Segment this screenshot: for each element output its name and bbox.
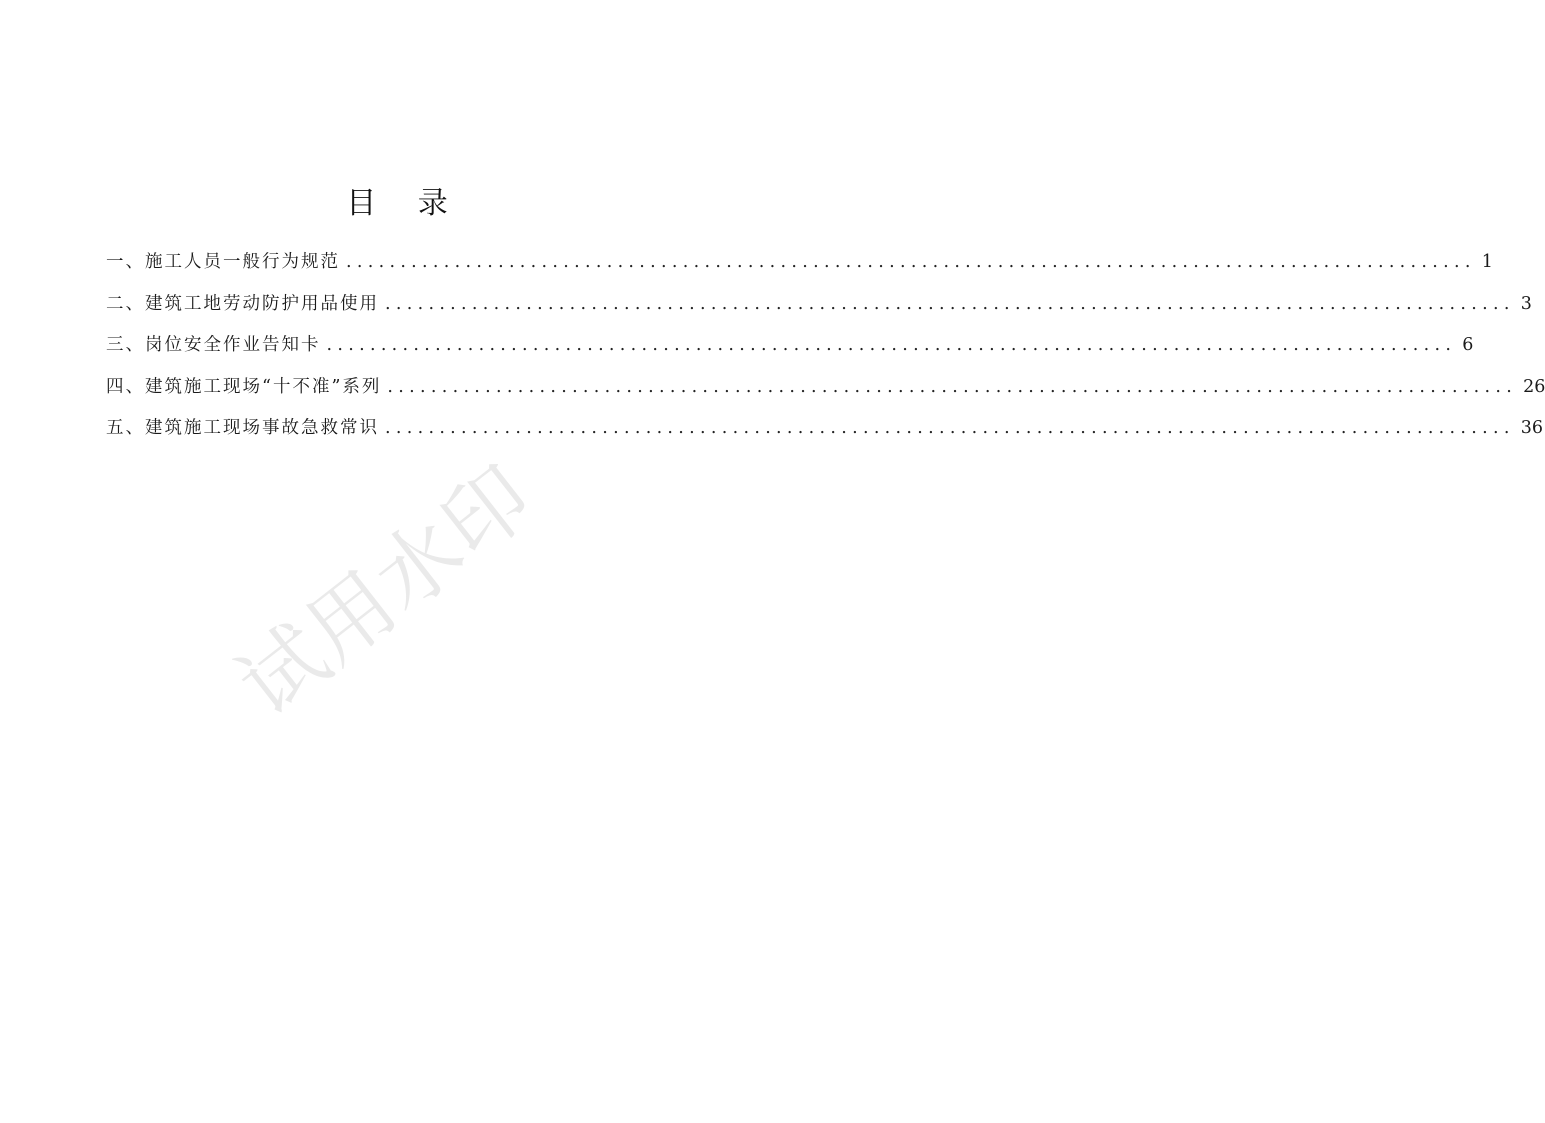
toc-entry-label: 一、施工人员一般行为规范	[106, 252, 340, 272]
toc-entry-label: 三、岗位安全作业告知卡	[106, 335, 321, 355]
toc-entry[interactable]	[106, 373, 1545, 415]
toc-dot-leader: ........................................................................................................	[326, 335, 1457, 355]
toc-entry[interactable]	[106, 331, 1474, 373]
toc-dot-leader: ........................................................................................................	[346, 252, 1476, 272]
toc-title: 目 录	[346, 186, 464, 221]
toc-page-number: 1	[1481, 252, 1493, 272]
table-of-contents	[106, 248, 1545, 456]
toc-dot-leader: ........................................................................................................	[387, 376, 1518, 397]
toc-entry-label: 五、建筑施工现场事故急救常识	[106, 418, 379, 438]
toc-page-number: 36	[1520, 418, 1544, 438]
trial-watermark: 试用水印	[220, 446, 552, 736]
toc-page-number: 6	[1462, 335, 1474, 355]
toc-entry[interactable]	[106, 414, 1544, 456]
toc-entry[interactable]	[106, 290, 1532, 332]
toc-dot-leader: ........................................................................................................	[385, 418, 1515, 438]
toc-dot-leader: ........................................................................................................	[385, 293, 1515, 314]
toc-page-number: 26	[1523, 376, 1545, 397]
toc-entry[interactable]	[106, 248, 1493, 290]
toc-entry-label: 二、建筑工地劳动防护用品使用	[106, 293, 379, 314]
toc-page-number: 3	[1520, 293, 1532, 314]
toc-entry-label: 四、建筑施工现场“十不准”系列	[106, 376, 382, 397]
